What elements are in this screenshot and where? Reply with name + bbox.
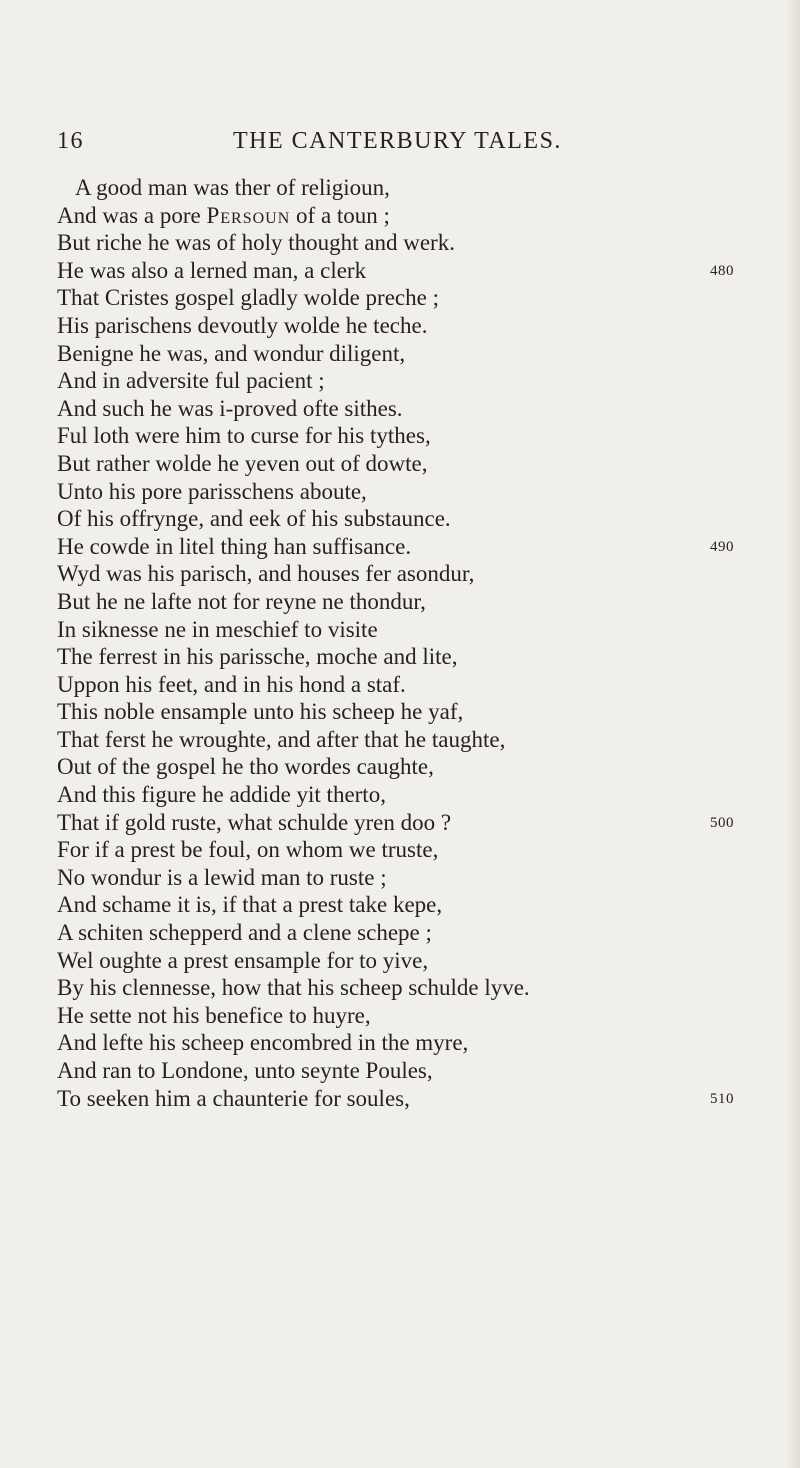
poem-line-text: But riche he was of holy thought and werk. (57, 230, 455, 256)
poem-line (0, 616, 800, 644)
poem-line (0, 1085, 800, 1113)
poem-line (0, 781, 800, 809)
poem-line-text: And schame it is, if that a prest take kepe, (57, 892, 443, 918)
page-header (57, 128, 677, 164)
poem-line-text: A schiten schepperd and a clene schepe ; (57, 920, 432, 946)
poem-line-text: Wel oughte a prest ensample for to yive, (57, 947, 429, 973)
poem-text (0, 174, 800, 1112)
poem-line-text: Ful loth were him to curse for his tythes, (57, 423, 431, 449)
poem-line (0, 340, 800, 368)
poem-line (0, 726, 800, 754)
poem-line (0, 533, 800, 561)
poem-line (0, 284, 800, 312)
poem-line (0, 698, 800, 726)
poem-line-text: This noble ensample unto his scheep he yaf, (57, 699, 464, 725)
poem-line (0, 947, 800, 975)
poem-line-text: But he ne lafte not for reyne ne thondur, (57, 588, 426, 614)
line-number: 510 (710, 1090, 734, 1107)
poem-line-text: That if gold ruste, what schulde yren doo ? (57, 809, 452, 835)
poem-line (0, 560, 800, 588)
line-number: 480 (710, 262, 734, 279)
poem-line (0, 367, 800, 395)
poem-line-text: In siknesse ne in meschief to visite (57, 616, 378, 642)
poem-line (0, 478, 800, 506)
poem-line-text: A good man was ther of religioun, (75, 175, 390, 200)
poem-line (0, 505, 800, 533)
page-edge-shadow (786, 0, 800, 1468)
poem-line-text: That ferst he wroughte, and after that he taughte, (57, 726, 506, 752)
poem-line (0, 174, 800, 202)
poem-line-text: And ran to Londone, unto seynte Poules, (57, 1058, 433, 1083)
poem-line-text: Of his offrynge, and eek of his substaunce. (57, 506, 451, 532)
poem-line (0, 1029, 800, 1057)
poem-line (0, 257, 800, 285)
poem-line-text: And was a pore Persoun of a toun ; (57, 202, 390, 228)
poem-line (0, 312, 800, 340)
poem-line (0, 643, 800, 671)
poem-line-text: Out of the gospel he tho wordes caughte, (57, 754, 434, 780)
poem-line-text: And this figure he addide yit therto, (57, 782, 386, 808)
poem-line-text: And in adversite ful pacient ; (57, 368, 325, 394)
poem-line (0, 202, 800, 230)
line-number: 490 (710, 538, 734, 555)
page-number: 16 (57, 128, 84, 154)
poem-line-text: Uppon his feet, and in his hond a staf. (57, 671, 406, 697)
poem-line (0, 422, 800, 450)
small-caps-word: Persoun (206, 202, 291, 228)
poem-line-text: But rather wolde he yeven out of dowte, (57, 450, 428, 476)
poem-line (0, 836, 800, 864)
poem-line (0, 450, 800, 478)
poem-line-text: The ferrest in his parissche, moche and lite, (57, 644, 458, 670)
line-number: 500 (710, 814, 734, 831)
poem-line (0, 753, 800, 781)
poem-line (0, 229, 800, 257)
poem-line-text: He cowde in litel thing han suffisance. (57, 533, 412, 559)
poem-line (0, 671, 800, 699)
poem-line-text: He was also a lerned man, a clerk (57, 257, 367, 283)
poem-line (0, 864, 800, 892)
poem-line-text: No wondur is a lewid man to ruste ; (57, 864, 387, 890)
poem-line (0, 919, 800, 947)
poem-line-text: For if a prest be foul, on whom we truste, (57, 837, 439, 863)
poem-line (0, 809, 800, 837)
poem-line-text: Unto his pore parisschens aboute, (57, 478, 367, 504)
poem-line-text: His parischens devoutly wolde he teche. (57, 312, 428, 338)
poem-line-text: Wyd was his parisch, and houses fer asondur, (57, 561, 475, 587)
poem-line-text: He sette not his benefice to huyre, (57, 1002, 371, 1028)
poem-line-text: To seeken him a chaunterie for soules, (57, 1085, 410, 1111)
poem-line (0, 891, 800, 919)
running-title: THE CANTERBURY TALES. (233, 128, 562, 154)
poem-line-text: And lefte his scheep encombred in the myre, (57, 1030, 469, 1056)
poem-line (0, 1002, 800, 1030)
poem-line (0, 588, 800, 616)
poem-line-text: That Cristes gospel gladly wolde preche ; (57, 285, 439, 311)
poem-line (0, 1057, 800, 1085)
poem-line (0, 974, 800, 1002)
poem-line-text: Benigne he was, and wondur diligent, (57, 340, 406, 366)
poem-line-text: And such he was i-proved ofte sithes. (57, 395, 403, 421)
poem-line (0, 395, 800, 423)
poem-line-text: By his clennesse, how that his scheep schulde lyve. (57, 975, 530, 1001)
